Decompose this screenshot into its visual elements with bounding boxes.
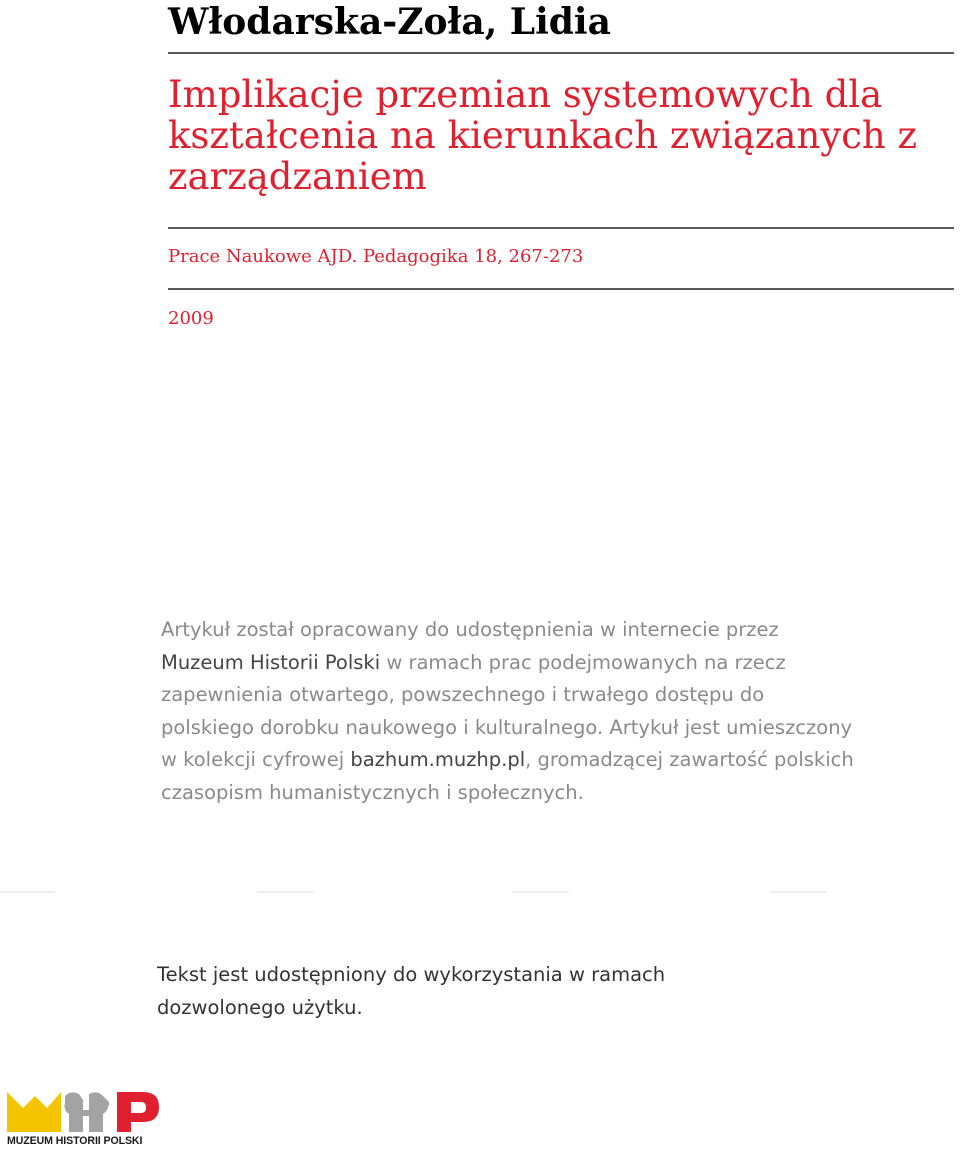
museum-name: Muzeum Historii Polski [161,650,381,674]
notice-line: Artykuł został opracowany do udostępnienia w internecie przez [161,618,779,641]
notice-line: polskiego dorobku naukowego i kulturalnego. Artykuł jest umieszczony [161,715,853,739]
museum-logo-mark [5,1088,165,1134]
notice-line: czasopism humanistycznych i społecznych. [161,780,584,804]
title-line: Implikacje przemian systemowych dla [168,73,883,116]
divider-top [168,52,954,54]
usage-notice [157,959,857,1024]
notice-line: zapewnienia otwartego, powszechnego i trwałego dostępu do [161,683,765,707]
availability-notice [161,614,931,810]
usage-line: dozwolonego użytku. [157,995,363,1019]
article-title [168,74,958,197]
notice-text: , gromadzącej zawartość polskich [525,748,854,772]
source-citation: Prace Naukowe AJD. Pedagogika 18, 267-273 [168,246,584,267]
collection-link[interactable]: bazhum.muzhp.pl [350,748,526,772]
author-name: Włodarska-Zoła, Lidia [168,1,611,43]
notice-line [161,647,931,680]
publication-year: 2009 [168,308,214,329]
usage-line: Tekst jest udostępniony do wykorzystania w ramach [157,963,666,986]
museum-logo-text: MUZEUM HISTORII POLSKI [7,1135,143,1147]
divider-after-title [168,227,954,229]
notice-text: w ramach prac podejmowanych na rzecz [380,650,786,674]
museum-logo [5,1088,165,1148]
faint-mark [770,891,827,893]
title-line: kształcenia na kierunkach związanych z [168,114,918,157]
faint-mark [0,891,55,893]
notice-text: w kolekcji cyfrowej [161,748,351,772]
faint-mark [512,891,569,893]
faint-mark [257,891,314,893]
notice-line [161,744,931,777]
divider-after-source [168,288,954,290]
title-line: zarządzaniem [168,155,427,198]
